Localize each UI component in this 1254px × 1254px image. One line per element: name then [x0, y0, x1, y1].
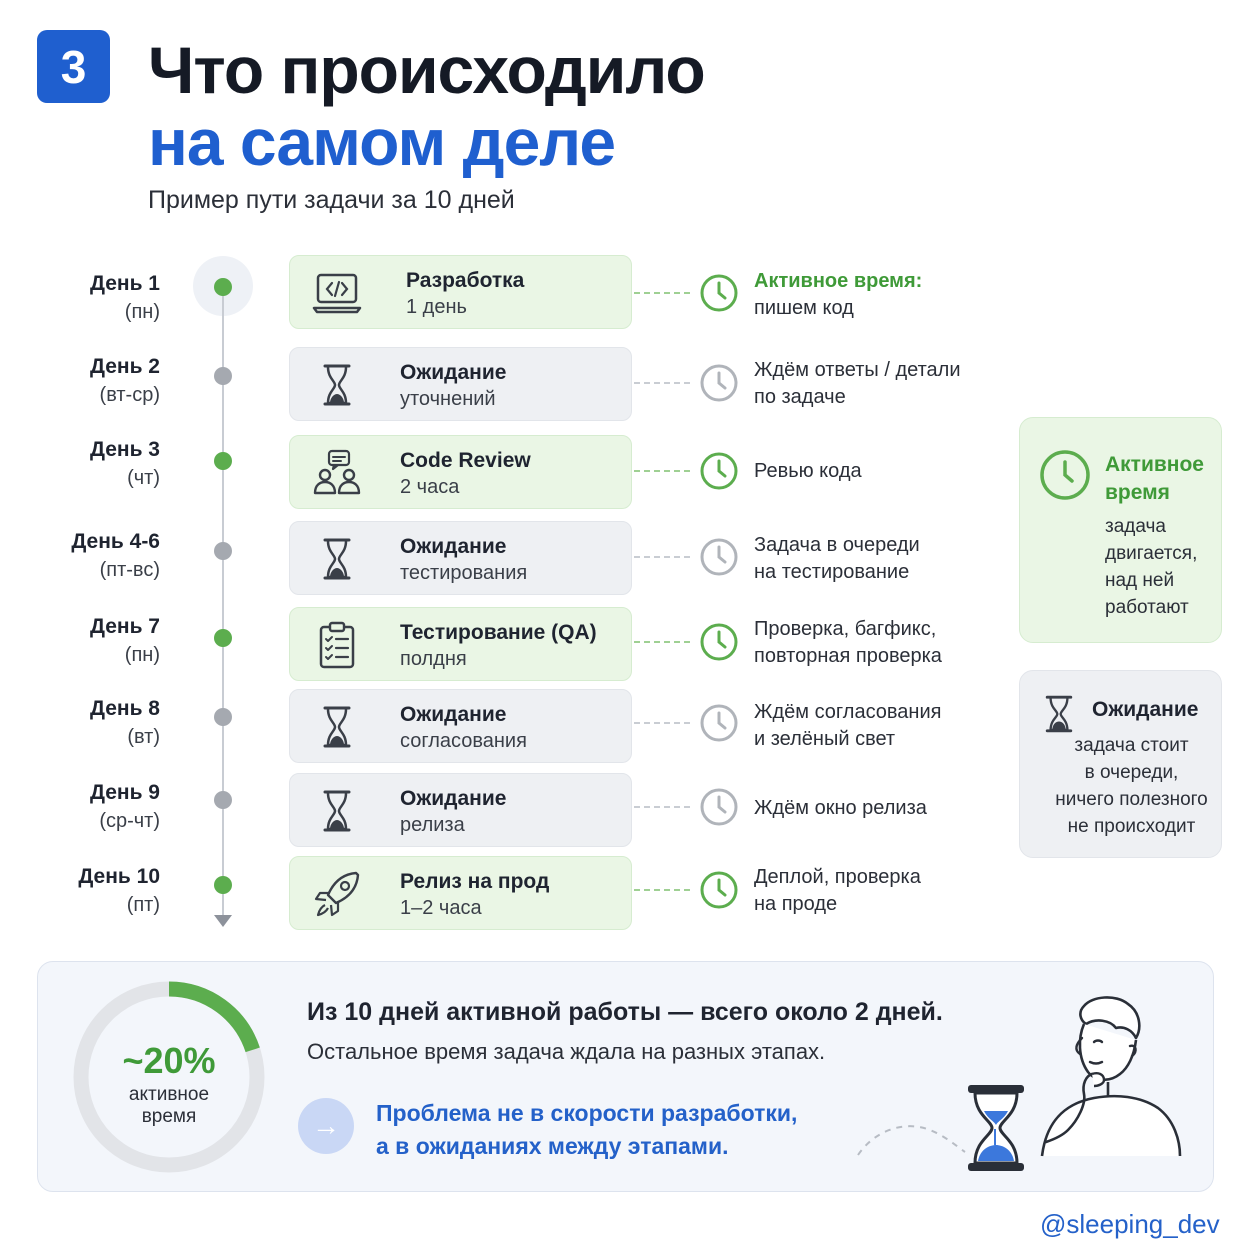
day-number: День 4-6 [71, 530, 160, 553]
card-subtitle: 1 день [406, 296, 467, 318]
card-title: Code Review [400, 449, 531, 472]
summary-conclusion [376, 1097, 797, 1163]
day-weekday: (пн) [124, 644, 160, 666]
day-weekday: (пт) [126, 894, 160, 916]
summary-headline: Из 10 дней активной работы — всего около 2 дней. [307, 998, 943, 1026]
row-description-line1: Ждём окно релиза [754, 797, 927, 819]
row-description-line2: повторная проверка [754, 645, 942, 667]
ring-label: активное [128, 1084, 210, 1105]
row-description [754, 616, 942, 670]
day-label [90, 353, 160, 409]
card-title: Тестирование (QA) [400, 621, 597, 644]
arrow-right-icon: → [298, 1098, 354, 1154]
laptop-code-icon [312, 268, 362, 318]
row-description [754, 795, 927, 822]
legend-active-panel [1019, 417, 1222, 643]
clock-icon [699, 870, 739, 910]
day-label [90, 436, 160, 492]
timeline-dot-active [214, 876, 232, 894]
legend-active-title: Активное [1105, 453, 1204, 476]
card-title: Ожидание [400, 787, 507, 810]
connector-dash [634, 889, 690, 891]
timeline-dot-waiting [214, 542, 232, 560]
clock-icon [699, 703, 739, 743]
timeline-dot-waiting [214, 708, 232, 726]
timeline-card [289, 856, 632, 930]
day-weekday: (пн) [124, 301, 160, 323]
day-weekday: (чт) [127, 467, 160, 489]
connector-dash [634, 641, 690, 643]
summary-subline: Остальное время задача ждала на разных этапах. [307, 1039, 826, 1064]
row-description-line2: на проде [754, 893, 838, 915]
card-subtitle: согласования [400, 730, 527, 752]
day-number: День 7 [89, 615, 160, 638]
active-time-label: Активное время: [754, 270, 923, 292]
legend-active-text: над ней [1105, 570, 1175, 591]
legend-active-text: работают [1105, 597, 1189, 618]
connector-dash [634, 382, 690, 384]
row-description [754, 864, 921, 918]
legend-waiting-text: в очереди, [1084, 762, 1179, 783]
timeline-card [289, 689, 632, 763]
hourglass-icon [1038, 691, 1080, 737]
hourglass-icon [312, 786, 362, 836]
clock-icon [699, 622, 739, 662]
row-description-line2: по задаче [754, 386, 846, 408]
page-title-line1: Что происходило [148, 33, 705, 107]
row-description-line2: и зелёный свет [754, 728, 896, 750]
author-handle: @sleeping_dev [1040, 1209, 1220, 1239]
legend-waiting-title: Ожидание [1092, 698, 1199, 721]
day-label [90, 613, 160, 669]
connector-dash [634, 470, 690, 472]
card-title: Ожидание [400, 535, 507, 558]
page-subtitle: Пример пути задачи за 10 дней [148, 186, 515, 214]
clipboard-checklist-icon [312, 620, 362, 670]
card-title: Релиз на прод [400, 870, 550, 893]
legend-waiting-panel [1019, 670, 1222, 858]
day-number: День 10 [78, 865, 160, 888]
step-number-badge: 3 [37, 30, 110, 103]
row-description [754, 532, 920, 586]
row-description-line1: Проверка, багфикс, [754, 618, 937, 640]
row-description [754, 357, 961, 411]
page-title-line2: на самом деле [148, 105, 616, 179]
legend-active-text: двигается, [1105, 543, 1198, 564]
connector-dash [634, 806, 690, 808]
day-number: День 2 [89, 355, 160, 378]
day-label [90, 270, 160, 326]
day-number: День 3 [89, 438, 160, 461]
row-description-line2: на тестирование [754, 561, 910, 583]
legend-active-title: время [1105, 481, 1170, 504]
connector-dash [634, 292, 690, 294]
timeline-dot-waiting [214, 367, 232, 385]
timeline-dot-active [214, 278, 232, 296]
connector-dash [634, 556, 690, 558]
timeline-card [289, 773, 632, 847]
card-subtitle: тестирования [400, 562, 528, 584]
day-number: День 1 [89, 272, 160, 295]
timeline-card [289, 435, 632, 509]
card-title: Разработка [406, 269, 525, 292]
day-number: День 9 [89, 781, 160, 804]
legend-waiting-text: не происходит [1067, 816, 1196, 837]
timeline-card [289, 347, 632, 421]
hourglass-icon [312, 702, 362, 752]
card-subtitle: релиза [400, 814, 465, 836]
row-description-line1: Ждём ответы / детали [754, 359, 961, 381]
timeline-card [289, 607, 632, 681]
day-weekday: (пт-вс) [99, 559, 160, 581]
clock-icon [699, 537, 739, 577]
timeline-dot-waiting [214, 791, 232, 809]
day-weekday: (вт-ср) [99, 384, 160, 406]
day-label [71, 528, 160, 584]
connector-dash [634, 722, 690, 724]
timeline-card [289, 255, 632, 329]
day-label [90, 779, 160, 835]
dashed-path-decoration [850, 1100, 970, 1160]
clock-icon [699, 787, 739, 827]
card-subtitle: полдня [400, 648, 467, 670]
day-label [78, 863, 160, 919]
row-description-line1: Ревью кода [754, 460, 862, 482]
card-title: Ожидание [400, 361, 507, 384]
people-chat-icon [312, 448, 362, 498]
clock-icon [699, 451, 739, 491]
card-subtitle: 1–2 часа [400, 897, 482, 919]
card-title: Ожидание [400, 703, 507, 726]
rocket-icon [312, 869, 362, 919]
hourglass-illustration-icon [960, 1083, 1032, 1173]
timeline-dot-active [214, 629, 232, 647]
ring-label: время [141, 1106, 197, 1127]
day-weekday: (вт) [127, 726, 160, 748]
row-description-text: пишем код [754, 297, 854, 319]
day-number: День 8 [89, 697, 160, 720]
legend-active-text: задача [1105, 516, 1166, 537]
row-description-line1: Деплой, проверка [754, 866, 921, 888]
legend-waiting-text: ничего полезного [1055, 789, 1208, 810]
hourglass-icon [312, 534, 362, 584]
hourglass-icon [312, 360, 362, 410]
row-description-line1: Ждём согласования [754, 701, 942, 723]
timeline-card [289, 521, 632, 595]
clock-icon [699, 363, 739, 403]
summary-conclusion-line1: Проблема не в скорости разработки, [376, 1100, 798, 1126]
row-description-line1: Задача в очереди [754, 534, 920, 556]
row-description [754, 268, 922, 322]
timeline-arrow-icon [214, 915, 232, 927]
percent-value: ~20% [122, 1040, 216, 1081]
card-subtitle: 2 часа [400, 476, 460, 498]
card-subtitle: уточнений [400, 388, 496, 410]
row-description [754, 458, 862, 485]
row-description [754, 699, 941, 753]
clock-icon [1039, 449, 1091, 501]
thinking-person-illustration [1032, 994, 1184, 1158]
day-weekday: (ср-чт) [99, 810, 160, 832]
clock-icon [699, 273, 739, 313]
timeline-dot-active [214, 452, 232, 470]
legend-waiting-text: задача стоит [1074, 735, 1189, 756]
summary-conclusion-line2: а в ожиданиях между этапами. [376, 1133, 729, 1159]
day-label [90, 695, 160, 751]
